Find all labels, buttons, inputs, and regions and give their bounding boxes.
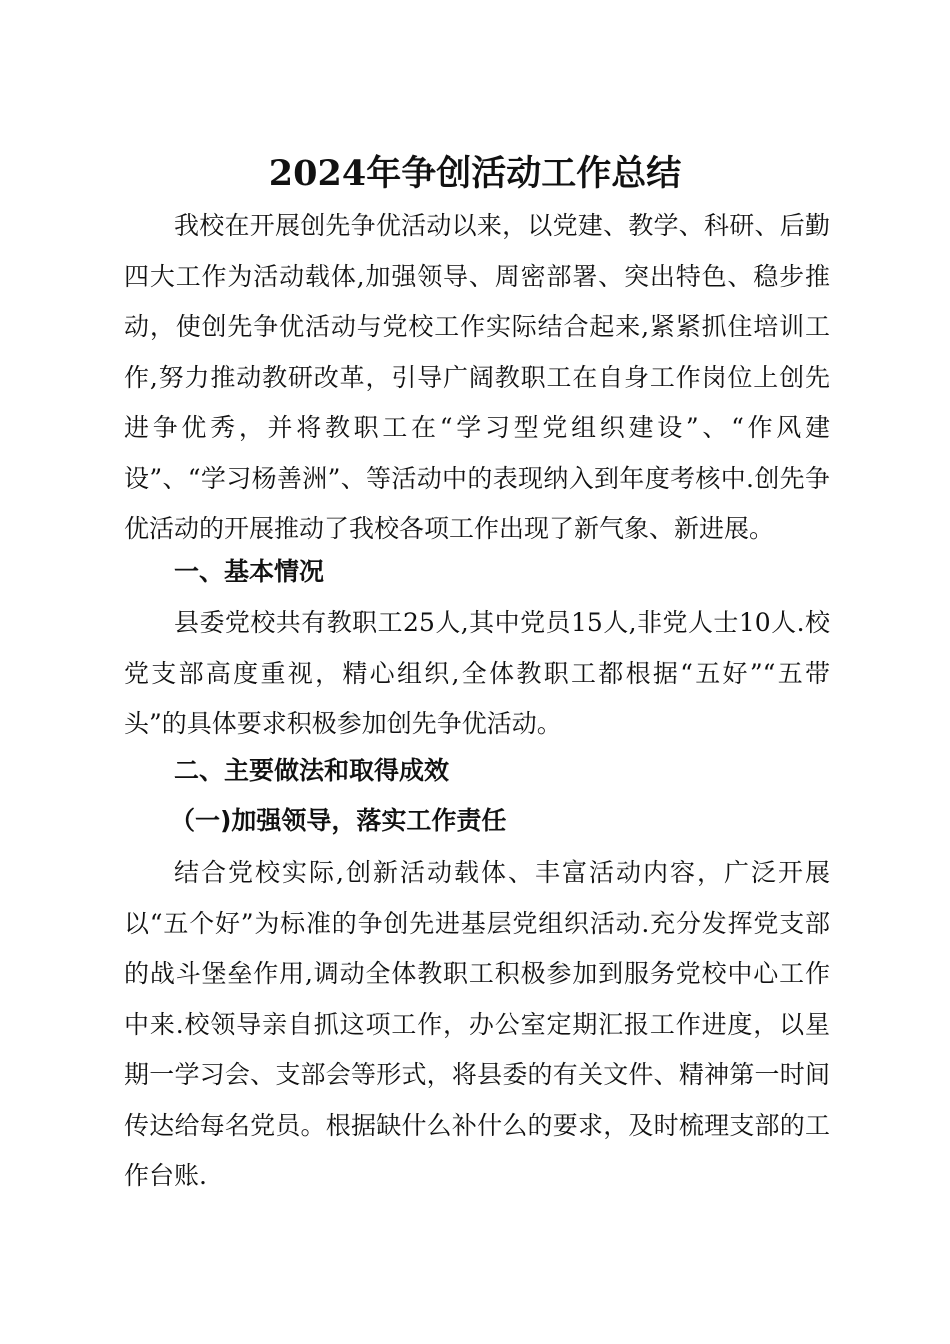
document-title: 2024年争创活动工作总结	[268, 153, 682, 194]
basic-situation-paragraph: 县委党校共有教职工25人,其中党员15人,非党人士10人.校党支部高度重视，精心组织,全体教职工都根据“五好”“五带头”的具体要求积极参加创先争优活动。	[124, 608, 830, 738]
intro-paragraph: 我校在开展创先争优活动以来，以党建、教学、科研、后勤四大工作为活动载体,加强领导、周密部署、突出特色、稳步推动，使创先争优活动与党校工作实际结合起来,紧紧抓住培训工作,努力推动教研改革，引导广阔教职工在自身工作岗位上创先进争优秀，并将教职工在“学习型党组织建设”、“作风建设”、“学习杨善洲”、等活动中的表现纳入到年度考核中.创先争优活动的开展推动了我校各项工作出现了新气象、新进展。	[124, 211, 830, 543]
section-heading-methods: 二、主要做法和取得成效	[174, 756, 450, 785]
section-heading-basic: 一、基本情况	[174, 557, 325, 586]
leadership-paragraph: 结合党校实际,创新活动载体、丰富活动内容，广泛开展以“五个好”为标准的争创先进基层党组织活动.充分发挥党支部的战斗堡垒作用,调动全体教职工积极参加到服务党校中心工作中来.校领导亲自抓这项工作，办公室定期汇报工作进度，以星期一学习会、支部会等形式，将县委的有关文件、精神第一时间传达给每名党员。根据缺什么补什么的要求，及时梳理支部的工作台账.	[124, 858, 830, 1190]
subsection-heading-leadership: （一)加强领导，落实工作责任	[170, 806, 507, 835]
